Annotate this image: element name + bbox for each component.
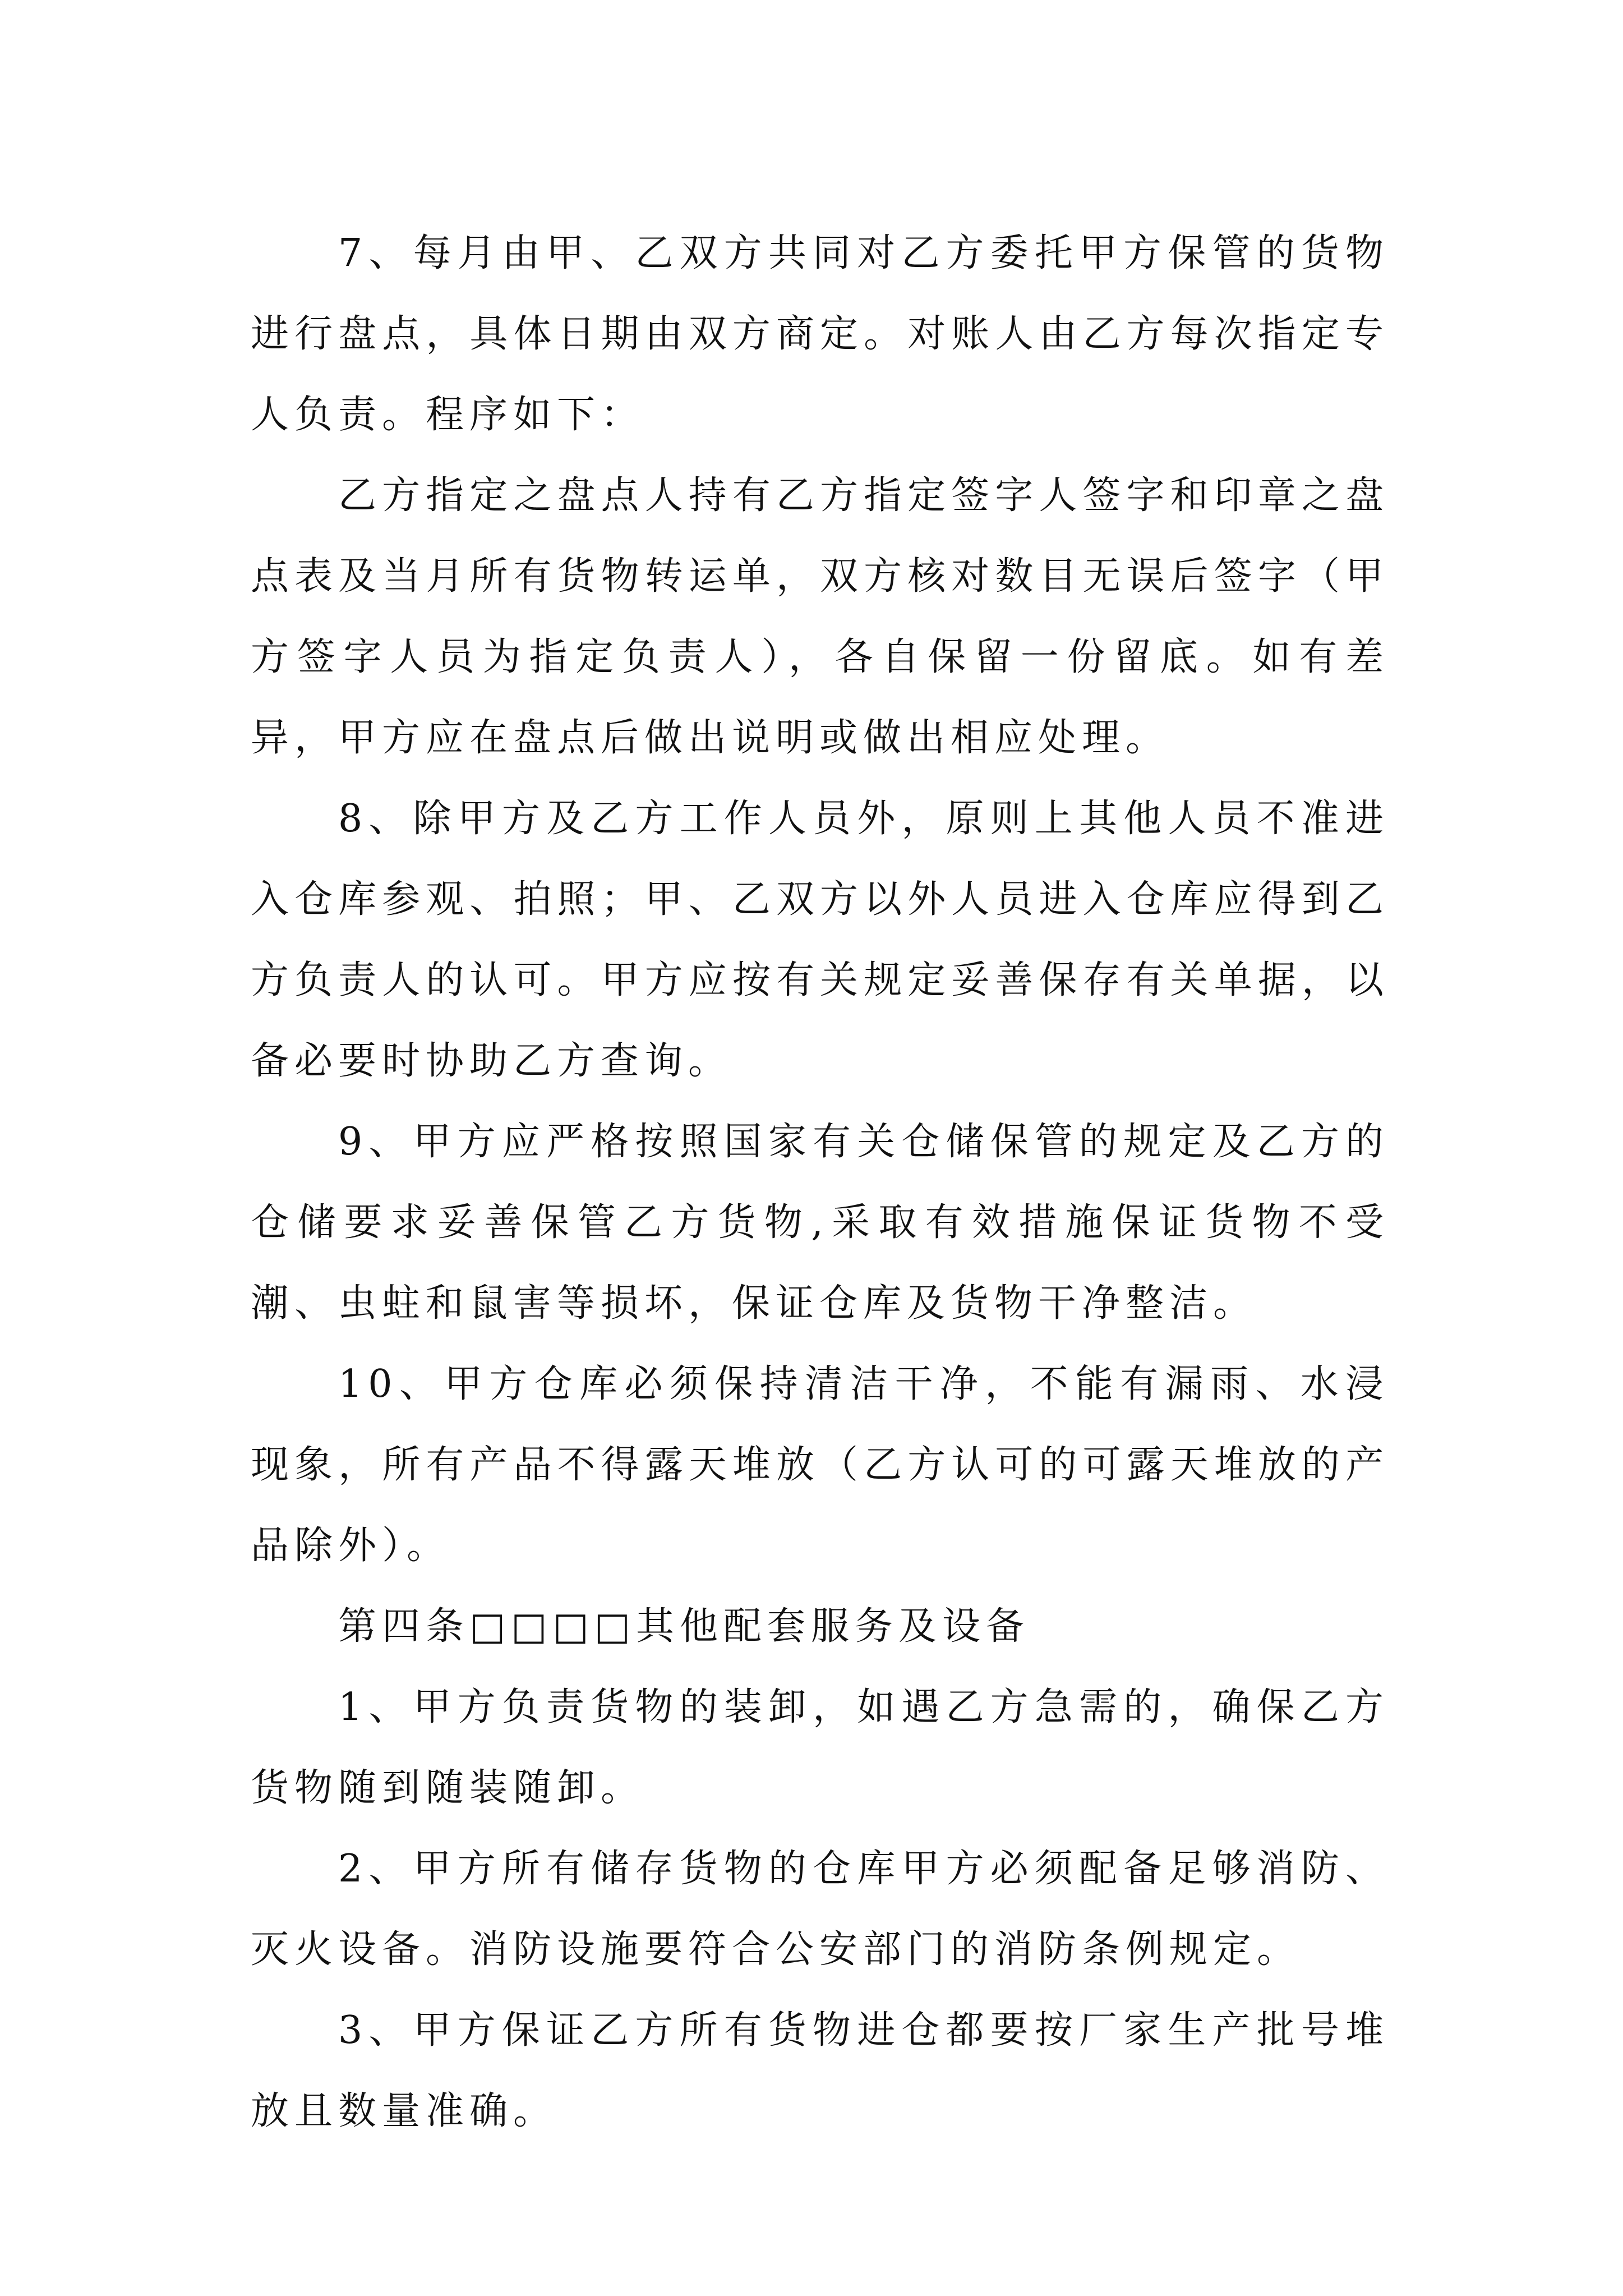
paragraph-clause-8: 8、除甲方及乙方工作人员外，原则上其他人员不准进入仓库参观、拍照；甲、乙双方以外人员进入仓库应得到乙方负责人的认可。甲方应按有关规定妥善保存有关单据，以备必要时协助乙方查询。 xyxy=(251,797,1389,1083)
paragraph-article-4-item-2: 2、甲方所有储存货物的仓库甲方必须配备足够消防、灭火设备。消防设施要符合公安部门的消防条例规定。 xyxy=(251,1847,1389,1972)
paragraph-article-4-item-3: 3、甲方保证乙方所有货物进仓都要按厂家生产批号堆放且数量准确。 xyxy=(251,2008,1389,2133)
paragraph-article-4-item-1: 1、甲方负责货物的装卸，如遇乙方急需的，确保乙方货物随到随装随卸。 xyxy=(251,1685,1389,1810)
paragraph-clause-10: 10、甲方仓库必须保持清洁干净，不能有漏雨、水浸现象，所有产品不得露天堆放（乙方认可的可露天堆放的产品除外）。 xyxy=(251,1362,1389,1568)
section-heading-article-4: 第四条□□□□其他配套服务及设备 xyxy=(338,1604,1030,1649)
paragraph-clause-7: 7、每月由甲、乙双方共同对乙方委托甲方保管的货物进行盘点，具体日期由双方商定。对账人由乙方每次指定专人负责。程序如下： xyxy=(251,231,1389,437)
paragraph-clause-7-procedure: 乙方指定之盘点人持有乙方指定签字人签字和印章之盘点表及当月所有货物转运单，双方核对数目无误后签字（甲方签字人员为指定负责人），各自保留一份留底。如有差异，甲方应在盘点后做出说明或做出相应处理。 xyxy=(251,473,1389,760)
document-body xyxy=(251,213,1389,2152)
paragraph-clause-9: 9、甲方应严格按照国家有关仓储保管的规定及乙方的仓储要求妥善保管乙方货物,采取有效措施保证货物不受潮、虫蛀和鼠害等损坏，保证仓库及货物干净整洁。 xyxy=(251,1120,1389,1326)
